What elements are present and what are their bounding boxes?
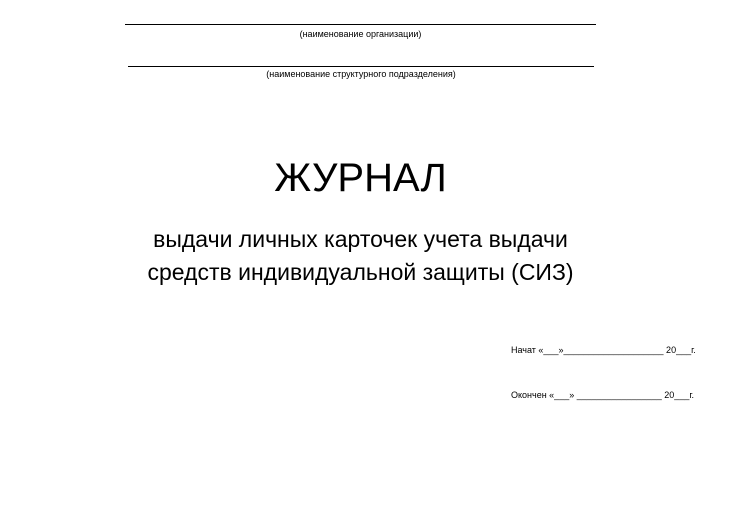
organization-caption: (наименование организации) <box>299 29 422 39</box>
subtitle-line-2: средств индивидуальной защиты (СИЗ) <box>147 259 574 285</box>
subtitle-line-1: выдачи личных карточек учета выдачи <box>153 226 568 252</box>
organization-name-line <box>125 24 596 25</box>
journal-title: ЖУРНАЛ <box>274 156 447 200</box>
department-caption: (наименование структурного подразделения) <box>266 69 456 79</box>
start-date-line: Начат «___»____________________ 20___г. <box>511 345 696 355</box>
department-name-line <box>128 66 594 67</box>
end-date-line: Окончен «___» _________________ 20___г. <box>511 390 695 400</box>
